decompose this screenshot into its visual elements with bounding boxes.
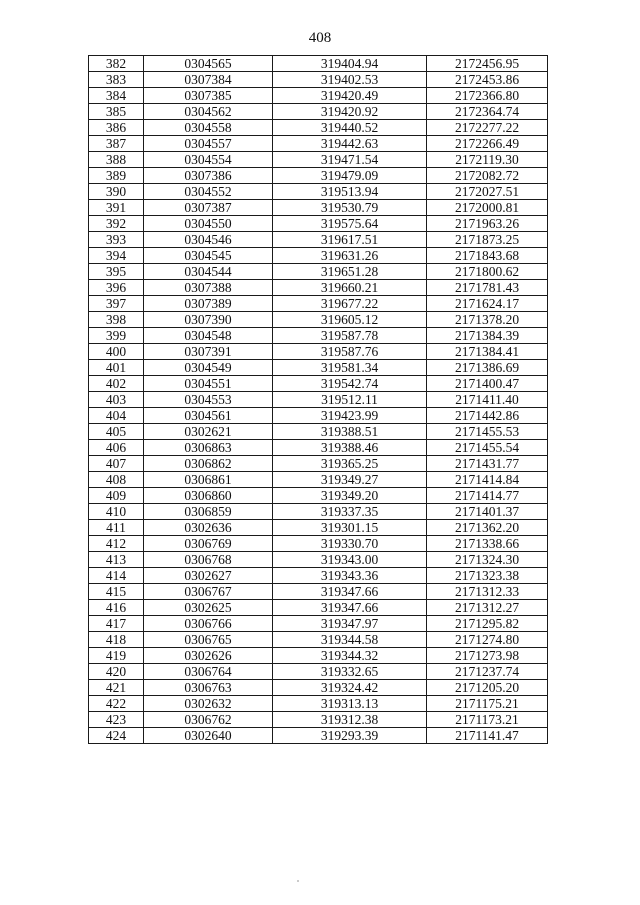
point-id-cell: 0302640 bbox=[144, 728, 273, 744]
row-number-cell: 414 bbox=[89, 568, 144, 584]
y-coordinate-cell: 2171873.25 bbox=[427, 232, 548, 248]
x-coordinate-cell: 319330.70 bbox=[273, 536, 427, 552]
row-number-cell: 423 bbox=[89, 712, 144, 728]
y-coordinate-cell: 2171411.40 bbox=[427, 392, 548, 408]
y-coordinate-cell: 2171323.38 bbox=[427, 568, 548, 584]
y-coordinate-cell: 2171141.47 bbox=[427, 728, 548, 744]
row-number-cell: 400 bbox=[89, 344, 144, 360]
point-id-cell: 0304551 bbox=[144, 376, 273, 392]
y-coordinate-cell: 2171295.82 bbox=[427, 616, 548, 632]
table-row bbox=[89, 88, 548, 104]
point-id-cell: 0306764 bbox=[144, 664, 273, 680]
row-number-cell: 408 bbox=[89, 472, 144, 488]
x-coordinate-cell: 319420.92 bbox=[273, 104, 427, 120]
x-coordinate-cell: 319402.53 bbox=[273, 72, 427, 88]
coordinates-table-container bbox=[88, 55, 548, 744]
point-id-cell: 0304561 bbox=[144, 408, 273, 424]
x-coordinate-cell: 319388.46 bbox=[273, 440, 427, 456]
y-coordinate-cell: 2172027.51 bbox=[427, 184, 548, 200]
row-number-cell: 387 bbox=[89, 136, 144, 152]
table-row bbox=[89, 456, 548, 472]
point-id-cell: 0306863 bbox=[144, 440, 273, 456]
table-row bbox=[89, 56, 548, 72]
y-coordinate-cell: 2171414.84 bbox=[427, 472, 548, 488]
x-coordinate-cell: 319293.39 bbox=[273, 728, 427, 744]
row-number-cell: 388 bbox=[89, 152, 144, 168]
point-id-cell: 0307391 bbox=[144, 344, 273, 360]
row-number-cell: 392 bbox=[89, 216, 144, 232]
x-coordinate-cell: 319343.00 bbox=[273, 552, 427, 568]
point-id-cell: 0304554 bbox=[144, 152, 273, 168]
table-row bbox=[89, 72, 548, 88]
y-coordinate-cell: 2171800.62 bbox=[427, 264, 548, 280]
table-row bbox=[89, 376, 548, 392]
table-row bbox=[89, 264, 548, 280]
x-coordinate-cell: 319388.51 bbox=[273, 424, 427, 440]
table-row bbox=[89, 168, 548, 184]
point-id-cell: 0306859 bbox=[144, 504, 273, 520]
point-id-cell: 0306768 bbox=[144, 552, 273, 568]
x-coordinate-cell: 319513.94 bbox=[273, 184, 427, 200]
table-row bbox=[89, 584, 548, 600]
table-row bbox=[89, 648, 548, 664]
row-number-cell: 407 bbox=[89, 456, 144, 472]
point-id-cell: 0307387 bbox=[144, 200, 273, 216]
y-coordinate-cell: 2171274.80 bbox=[427, 632, 548, 648]
row-number-cell: 398 bbox=[89, 312, 144, 328]
table-row bbox=[89, 408, 548, 424]
point-id-cell: 0304553 bbox=[144, 392, 273, 408]
point-id-cell: 0307386 bbox=[144, 168, 273, 184]
y-coordinate-cell: 2171843.68 bbox=[427, 248, 548, 264]
y-coordinate-cell: 2172277.22 bbox=[427, 120, 548, 136]
table-row bbox=[89, 360, 548, 376]
point-id-cell: 0306769 bbox=[144, 536, 273, 552]
x-coordinate-cell: 319660.21 bbox=[273, 280, 427, 296]
x-coordinate-cell: 319343.36 bbox=[273, 568, 427, 584]
row-number-cell: 401 bbox=[89, 360, 144, 376]
row-number-cell: 411 bbox=[89, 520, 144, 536]
y-coordinate-cell: 2171312.27 bbox=[427, 600, 548, 616]
row-number-cell: 384 bbox=[89, 88, 144, 104]
table-row bbox=[89, 536, 548, 552]
point-id-cell: 0304545 bbox=[144, 248, 273, 264]
x-coordinate-cell: 319347.66 bbox=[273, 600, 427, 616]
table-row bbox=[89, 136, 548, 152]
x-coordinate-cell: 319631.26 bbox=[273, 248, 427, 264]
x-coordinate-cell: 319332.65 bbox=[273, 664, 427, 680]
table-row bbox=[89, 632, 548, 648]
y-coordinate-cell: 2171338.66 bbox=[427, 536, 548, 552]
y-coordinate-cell: 2171205.20 bbox=[427, 680, 548, 696]
point-id-cell: 0302627 bbox=[144, 568, 273, 584]
y-coordinate-cell: 2171237.74 bbox=[427, 664, 548, 680]
row-number-cell: 416 bbox=[89, 600, 144, 616]
table-row bbox=[89, 728, 548, 744]
point-id-cell: 0307389 bbox=[144, 296, 273, 312]
x-coordinate-cell: 319312.38 bbox=[273, 712, 427, 728]
table-row bbox=[89, 392, 548, 408]
x-coordinate-cell: 319349.27 bbox=[273, 472, 427, 488]
row-number-cell: 385 bbox=[89, 104, 144, 120]
x-coordinate-cell: 319581.34 bbox=[273, 360, 427, 376]
y-coordinate-cell: 2172082.72 bbox=[427, 168, 548, 184]
y-coordinate-cell: 2171400.47 bbox=[427, 376, 548, 392]
x-coordinate-cell: 319440.52 bbox=[273, 120, 427, 136]
row-number-cell: 402 bbox=[89, 376, 144, 392]
y-coordinate-cell: 2171442.86 bbox=[427, 408, 548, 424]
y-coordinate-cell: 2171312.33 bbox=[427, 584, 548, 600]
row-number-cell: 420 bbox=[89, 664, 144, 680]
row-number-cell: 409 bbox=[89, 488, 144, 504]
table-row bbox=[89, 472, 548, 488]
x-coordinate-cell: 319651.28 bbox=[273, 264, 427, 280]
y-coordinate-cell: 2171455.53 bbox=[427, 424, 548, 440]
table-row bbox=[89, 120, 548, 136]
point-id-cell: 0307385 bbox=[144, 88, 273, 104]
point-id-cell: 0302632 bbox=[144, 696, 273, 712]
table-row bbox=[89, 488, 548, 504]
y-coordinate-cell: 2172119.30 bbox=[427, 152, 548, 168]
y-coordinate-cell: 2171963.26 bbox=[427, 216, 548, 232]
y-coordinate-cell: 2171362.20 bbox=[427, 520, 548, 536]
scan-speck bbox=[297, 880, 299, 882]
point-id-cell: 0302621 bbox=[144, 424, 273, 440]
table-row bbox=[89, 200, 548, 216]
table-row bbox=[89, 344, 548, 360]
table-row bbox=[89, 104, 548, 120]
x-coordinate-cell: 319605.12 bbox=[273, 312, 427, 328]
x-coordinate-cell: 319423.99 bbox=[273, 408, 427, 424]
coordinates-table bbox=[88, 55, 548, 744]
point-id-cell: 0304557 bbox=[144, 136, 273, 152]
table-row bbox=[89, 216, 548, 232]
table-row bbox=[89, 664, 548, 680]
point-id-cell: 0304549 bbox=[144, 360, 273, 376]
table-row bbox=[89, 248, 548, 264]
y-coordinate-cell: 2172266.49 bbox=[427, 136, 548, 152]
row-number-cell: 395 bbox=[89, 264, 144, 280]
y-coordinate-cell: 2171273.98 bbox=[427, 648, 548, 664]
x-coordinate-cell: 319344.58 bbox=[273, 632, 427, 648]
y-coordinate-cell: 2171175.21 bbox=[427, 696, 548, 712]
point-id-cell: 0304558 bbox=[144, 120, 273, 136]
x-coordinate-cell: 319349.20 bbox=[273, 488, 427, 504]
y-coordinate-cell: 2171414.77 bbox=[427, 488, 548, 504]
x-coordinate-cell: 319337.35 bbox=[273, 504, 427, 520]
y-coordinate-cell: 2171324.30 bbox=[427, 552, 548, 568]
point-id-cell: 0304562 bbox=[144, 104, 273, 120]
table-row bbox=[89, 520, 548, 536]
table-row bbox=[89, 616, 548, 632]
row-number-cell: 404 bbox=[89, 408, 144, 424]
point-id-cell: 0304550 bbox=[144, 216, 273, 232]
y-coordinate-cell: 2171624.17 bbox=[427, 296, 548, 312]
row-number-cell: 391 bbox=[89, 200, 144, 216]
y-coordinate-cell: 2171173.21 bbox=[427, 712, 548, 728]
row-number-cell: 421 bbox=[89, 680, 144, 696]
x-coordinate-cell: 319344.32 bbox=[273, 648, 427, 664]
point-id-cell: 0307384 bbox=[144, 72, 273, 88]
point-id-cell: 0306860 bbox=[144, 488, 273, 504]
x-coordinate-cell: 319587.76 bbox=[273, 344, 427, 360]
table-row bbox=[89, 232, 548, 248]
point-id-cell: 0304552 bbox=[144, 184, 273, 200]
table-row bbox=[89, 280, 548, 296]
y-coordinate-cell: 2172000.81 bbox=[427, 200, 548, 216]
x-coordinate-cell: 319471.54 bbox=[273, 152, 427, 168]
row-number-cell: 389 bbox=[89, 168, 144, 184]
row-number-cell: 422 bbox=[89, 696, 144, 712]
x-coordinate-cell: 319347.66 bbox=[273, 584, 427, 600]
table-row bbox=[89, 680, 548, 696]
table-row bbox=[89, 184, 548, 200]
y-coordinate-cell: 2171384.41 bbox=[427, 344, 548, 360]
point-id-cell: 0307388 bbox=[144, 280, 273, 296]
table-row bbox=[89, 152, 548, 168]
table-row bbox=[89, 440, 548, 456]
x-coordinate-cell: 319530.79 bbox=[273, 200, 427, 216]
table-row bbox=[89, 568, 548, 584]
y-coordinate-cell: 2171431.77 bbox=[427, 456, 548, 472]
point-id-cell: 0302626 bbox=[144, 648, 273, 664]
point-id-cell: 0307390 bbox=[144, 312, 273, 328]
y-coordinate-cell: 2171384.39 bbox=[427, 328, 548, 344]
x-coordinate-cell: 319442.63 bbox=[273, 136, 427, 152]
table-row bbox=[89, 504, 548, 520]
x-coordinate-cell: 319479.09 bbox=[273, 168, 427, 184]
row-number-cell: 418 bbox=[89, 632, 144, 648]
point-id-cell: 0306762 bbox=[144, 712, 273, 728]
x-coordinate-cell: 319404.94 bbox=[273, 56, 427, 72]
table-row bbox=[89, 696, 548, 712]
table-row bbox=[89, 712, 548, 728]
table-row bbox=[89, 600, 548, 616]
row-number-cell: 394 bbox=[89, 248, 144, 264]
y-coordinate-cell: 2171781.43 bbox=[427, 280, 548, 296]
x-coordinate-cell: 319677.22 bbox=[273, 296, 427, 312]
row-number-cell: 403 bbox=[89, 392, 144, 408]
row-number-cell: 399 bbox=[89, 328, 144, 344]
x-coordinate-cell: 319512.11 bbox=[273, 392, 427, 408]
x-coordinate-cell: 319324.42 bbox=[273, 680, 427, 696]
table-row bbox=[89, 552, 548, 568]
row-number-cell: 397 bbox=[89, 296, 144, 312]
row-number-cell: 405 bbox=[89, 424, 144, 440]
table-row bbox=[89, 296, 548, 312]
page-number: 408 bbox=[308, 30, 332, 46]
row-number-cell: 396 bbox=[89, 280, 144, 296]
x-coordinate-cell: 319420.49 bbox=[273, 88, 427, 104]
row-number-cell: 390 bbox=[89, 184, 144, 200]
row-number-cell: 382 bbox=[89, 56, 144, 72]
x-coordinate-cell: 319301.15 bbox=[273, 520, 427, 536]
y-coordinate-cell: 2171401.37 bbox=[427, 504, 548, 520]
x-coordinate-cell: 319542.74 bbox=[273, 376, 427, 392]
row-number-cell: 413 bbox=[89, 552, 144, 568]
x-coordinate-cell: 319587.78 bbox=[273, 328, 427, 344]
table-row bbox=[89, 424, 548, 440]
row-number-cell: 419 bbox=[89, 648, 144, 664]
table-row bbox=[89, 312, 548, 328]
row-number-cell: 412 bbox=[89, 536, 144, 552]
coordinates-table-body bbox=[89, 56, 548, 744]
point-id-cell: 0306763 bbox=[144, 680, 273, 696]
x-coordinate-cell: 319575.64 bbox=[273, 216, 427, 232]
row-number-cell: 383 bbox=[89, 72, 144, 88]
y-coordinate-cell: 2172364.74 bbox=[427, 104, 548, 120]
point-id-cell: 0306861 bbox=[144, 472, 273, 488]
point-id-cell: 0302625 bbox=[144, 600, 273, 616]
row-number-cell: 393 bbox=[89, 232, 144, 248]
point-id-cell: 0306766 bbox=[144, 616, 273, 632]
point-id-cell: 0304544 bbox=[144, 264, 273, 280]
row-number-cell: 417 bbox=[89, 616, 144, 632]
x-coordinate-cell: 319313.13 bbox=[273, 696, 427, 712]
y-coordinate-cell: 2171378.20 bbox=[427, 312, 548, 328]
y-coordinate-cell: 2172366.80 bbox=[427, 88, 548, 104]
point-id-cell: 0306767 bbox=[144, 584, 273, 600]
y-coordinate-cell: 2171455.54 bbox=[427, 440, 548, 456]
point-id-cell: 0306765 bbox=[144, 632, 273, 648]
row-number-cell: 410 bbox=[89, 504, 144, 520]
y-coordinate-cell: 2172456.95 bbox=[427, 56, 548, 72]
point-id-cell: 0304565 bbox=[144, 56, 273, 72]
row-number-cell: 415 bbox=[89, 584, 144, 600]
y-coordinate-cell: 2172453.86 bbox=[427, 72, 548, 88]
x-coordinate-cell: 319365.25 bbox=[273, 456, 427, 472]
y-coordinate-cell: 2171386.69 bbox=[427, 360, 548, 376]
point-id-cell: 0304546 bbox=[144, 232, 273, 248]
x-coordinate-cell: 319347.97 bbox=[273, 616, 427, 632]
row-number-cell: 424 bbox=[89, 728, 144, 744]
row-number-cell: 386 bbox=[89, 120, 144, 136]
point-id-cell: 0306862 bbox=[144, 456, 273, 472]
point-id-cell: 0304548 bbox=[144, 328, 273, 344]
table-row bbox=[89, 328, 548, 344]
x-coordinate-cell: 319617.51 bbox=[273, 232, 427, 248]
row-number-cell: 406 bbox=[89, 440, 144, 456]
point-id-cell: 0302636 bbox=[144, 520, 273, 536]
